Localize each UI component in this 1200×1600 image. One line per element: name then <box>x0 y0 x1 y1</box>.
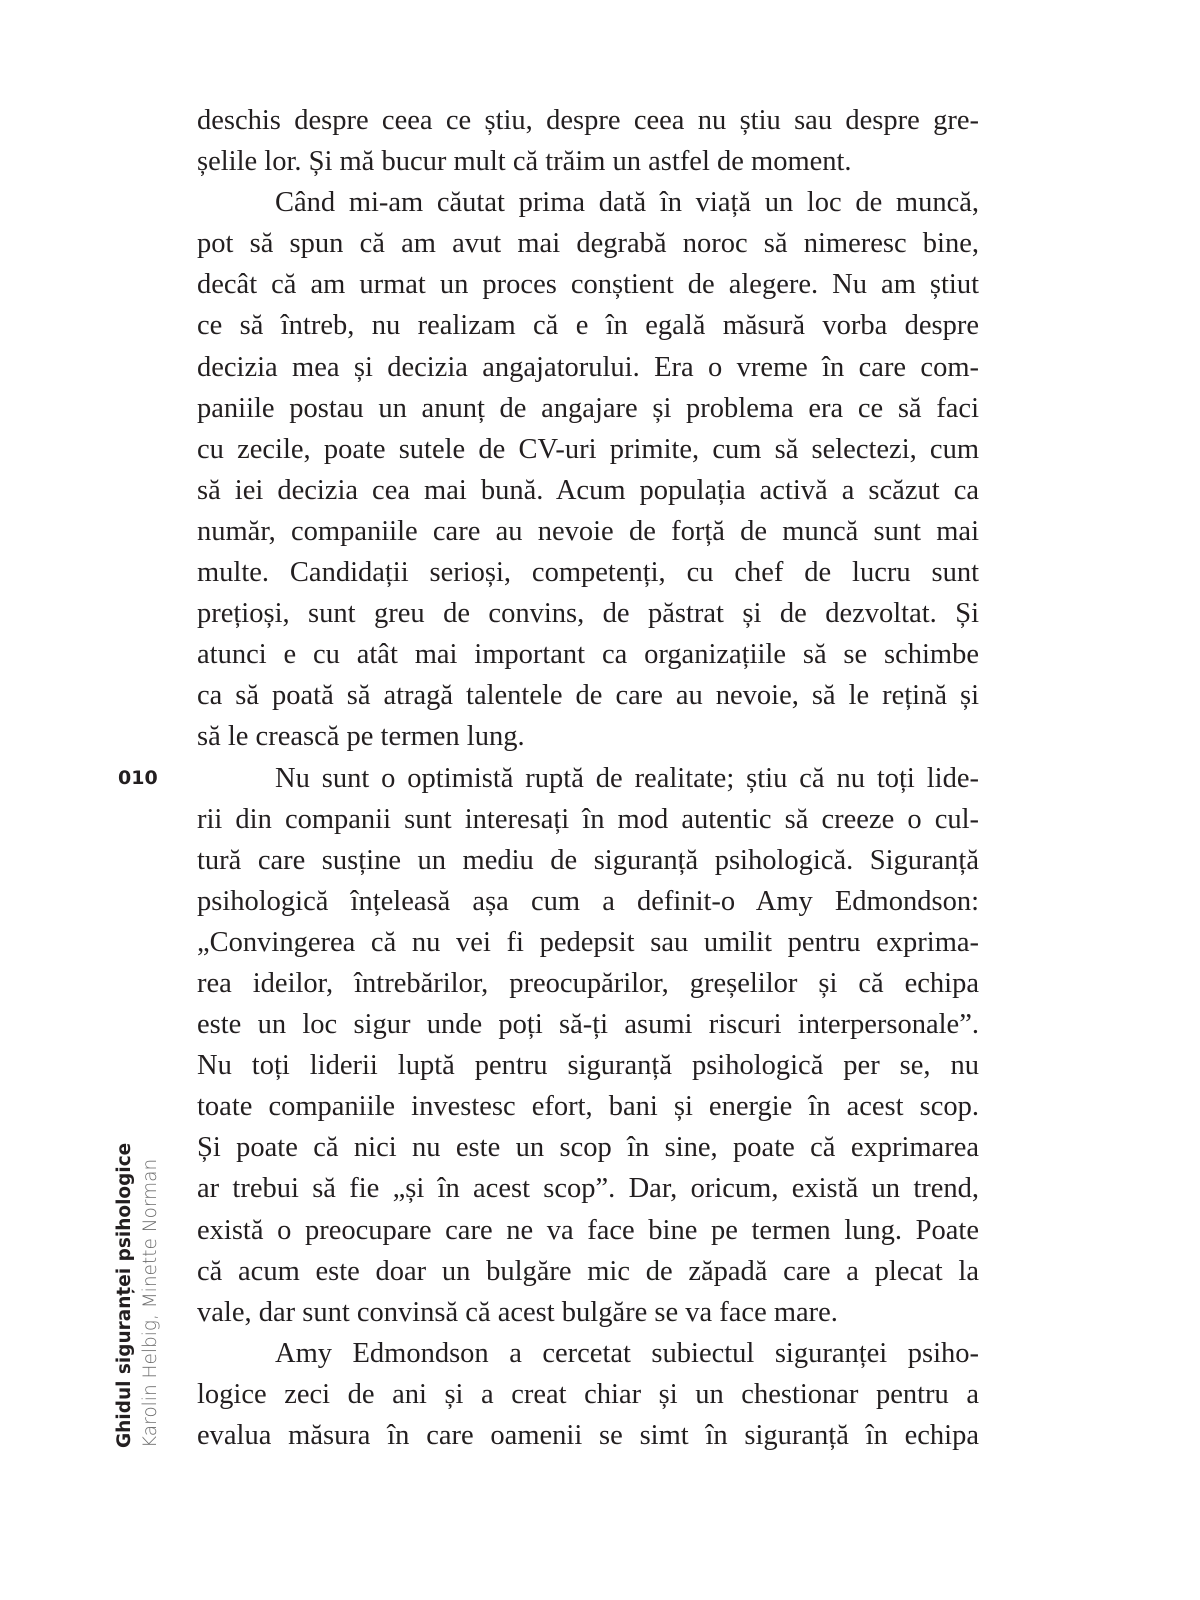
body-text <box>197 100 979 1456</box>
book-title: Ghidul siguranței psihologice <box>114 1142 135 1448</box>
text-line: paniile postau un anunț de angajare și problema era ce să faci <box>197 392 979 424</box>
text-line: prețioși, sunt greu de convins, de păstrat și de dezvoltat. Și <box>197 598 979 630</box>
text-line: Nu toți liderii luptă pentru siguranță psihologică per se, nu <box>197 1050 979 1082</box>
text-line: cu zecile, poate sutele de CV-uri primite, cum să selectezi, cum <box>197 433 979 465</box>
book-authors: Karolin Helbig, Minette Norman <box>140 1158 161 1448</box>
text-line: vale, dar sunt convinsă că acest bulgăre se va face mare. <box>197 1296 838 1328</box>
text-line: toate companiile investesc efort, bani și energie în acest scop. <box>197 1091 979 1123</box>
text-line: rea ideilor, întrebărilor, preocupărilor, greșelilor și că echipa <box>197 967 979 999</box>
text-line: că acum este doar un bulgăre mic de zăpadă care a plecat la <box>197 1255 979 1287</box>
text-line: Nu sunt o optimistă ruptă de realitate; știu că nu toți lide- <box>275 762 979 794</box>
text-line: „Convingerea că nu vei fi pedepsit sau umilit pentru exprima- <box>197 926 979 958</box>
text-line: psihologică înțeleasă așa cum a definit-o Amy Edmondson: <box>197 885 979 917</box>
text-line: să iei decizia cea mai bună. Acum populația activă a scăzut ca <box>197 474 979 506</box>
text-line: ce să întreb, nu realizam că e în egală măsură vorba despre <box>197 310 979 342</box>
text-line: Și poate că nici nu este un scop în sine, poate că exprimarea <box>197 1132 979 1164</box>
text-line: atunci e cu atât mai important ca organizațiile să se schimbe <box>197 639 979 671</box>
text-line: să le crească pe termen lung. <box>197 721 525 753</box>
text-line: ca să poată să atragă talentele de care au nevoie, să le rețină și <box>197 680 979 712</box>
text-line: multe. Candidații serioși, competenți, cu chef de lucru sunt <box>197 557 979 589</box>
page-number: 010 <box>118 767 158 789</box>
text-line: deschis despre ceea ce știu, despre ceea nu știu sau despre gre- <box>197 105 979 136</box>
text-line: decât că am urmat un proces conștient de alegere. Nu am știut <box>197 269 979 301</box>
text-line: decizia mea și decizia angajatorului. Era o vreme în care com- <box>197 351 979 383</box>
text-line: număr, companiile care au nevoie de forță de muncă sunt mai <box>197 515 979 547</box>
text-line: logice zeci de ani și a creat chiar și un chestionar pentru a <box>197 1378 979 1410</box>
text-line: tură care susține un mediu de siguranță psihologică. Siguranță <box>197 844 979 876</box>
text-line: șelile lor. Și mă bucur mult că trăim un astfel de moment. <box>197 146 852 178</box>
text-line: Când mi-am căutat prima dată în viață un loc de muncă, <box>275 187 979 219</box>
text-line: pot să spun că am avut mai degrabă noroc să nimeresc bine, <box>197 228 979 260</box>
text-line: rii din companii sunt interesați în mod autentic să creeze o cul- <box>197 803 979 835</box>
running-head <box>112 1143 164 1448</box>
text-line: ar trebui să fie „și în acest scop”. Dar, oricum, există un trend, <box>197 1173 979 1205</box>
text-line: Amy Edmondson a cercetat subiectul siguranței psiho- <box>275 1337 979 1369</box>
text-line: există o preocupare care ne va face bine pe termen lung. Poate <box>197 1214 979 1246</box>
text-line: evalua măsura în care oamenii se simt în siguranță în echipa <box>197 1420 979 1451</box>
text-line: este un loc sigur unde poți să-ți asumi riscuri interpersonale”. <box>197 1009 979 1041</box>
